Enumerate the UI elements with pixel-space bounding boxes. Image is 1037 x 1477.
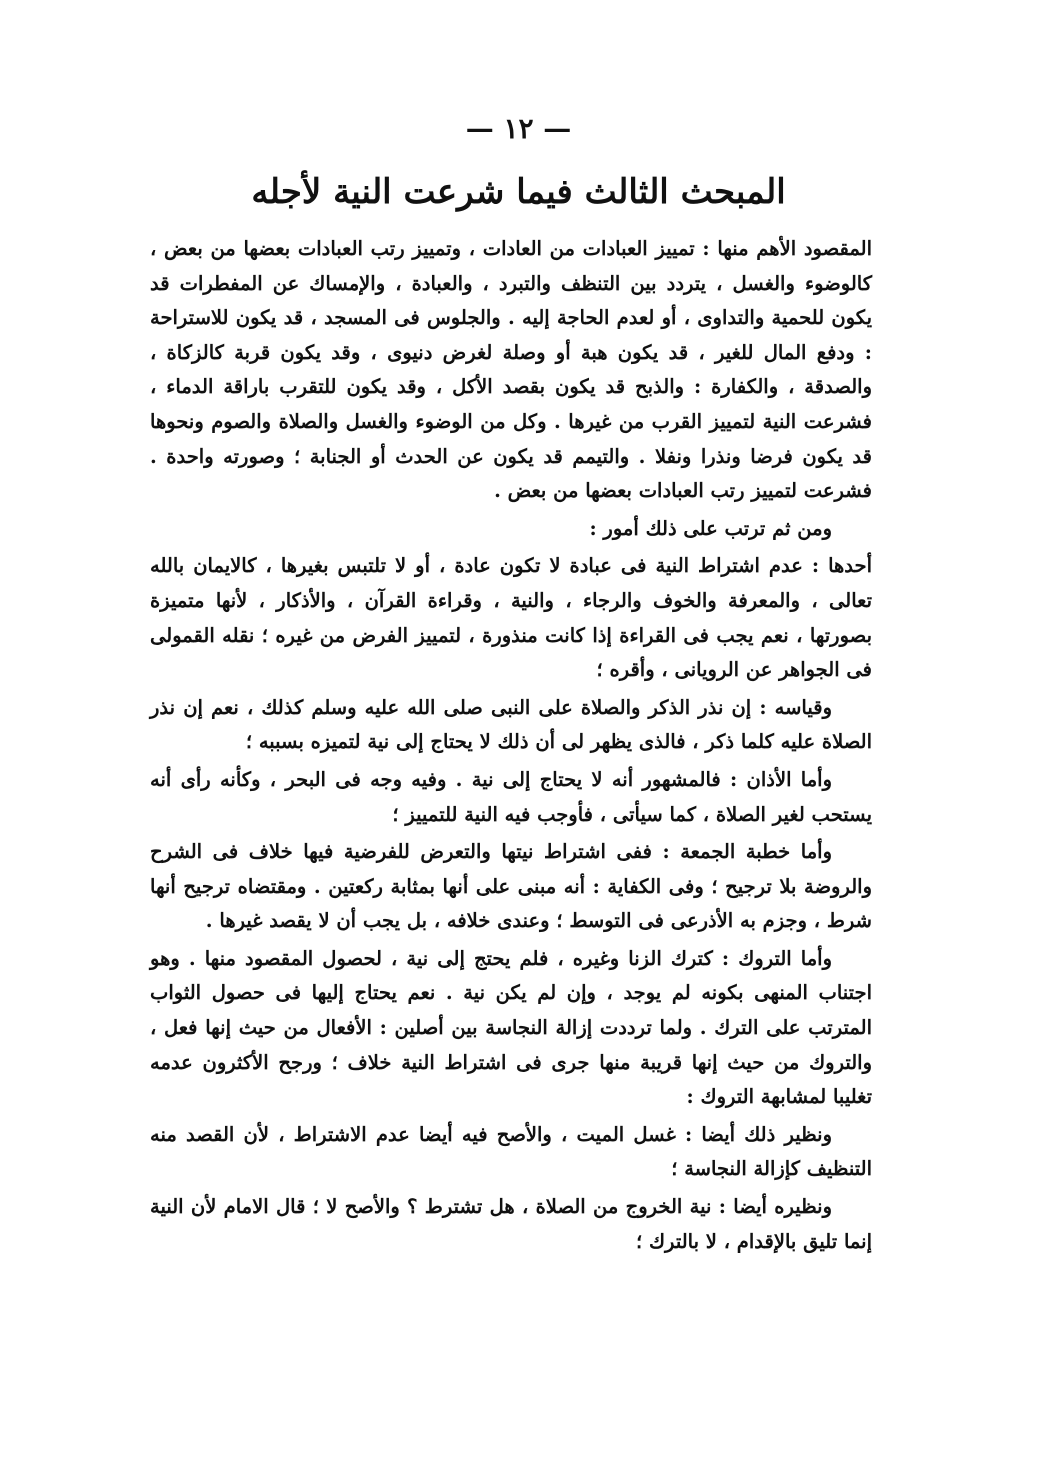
- paragraph-first: أحدها : عدم اشتراط النية فى عبادة لا تكون عادة ، أو لا تلتبس بغيرها ، كالايمان بالله تعالى ، والمعرفة والخوف والرجاء ، والنية ، وقراءة القرآن ، والأذكار ، لأنها متميزة بصورتها ، نعم يجب فى القراءة إذا كانت منذورة ، لتمييز الفرض من غيره ؛ نقله القمولى فى الجواهر عن الرويانى ، وأقره ؛: [150, 554, 873, 682]
- section-title: المبحث الثالث فيما شرعت النية لأجله: [251, 172, 786, 212]
- page-number: — ١٢ —: [465, 112, 572, 145]
- paragraph-omissions: وأما التروك : كترك الزنا وغيره ، فلم يحتج إلى نية ، لحصول المقصود منها . وهو اجتناب المنهى بكونه لم يوجد ، وإن لم يكن نية . نعم يحتاج إليها فى حصول الثواب المترتب على الترك . ولما ترددت إزالة النجاسة بين أصلين : الأفعال من حيث إنها فعل ، والتروك من حيث إنها قريبة منها جرى فى اشتراط النية خلاف ؛ ورجح الأكثرون عدمه تغليبا لمشابهة التروك :: [150, 946, 872, 1109]
- paragraph-friday-sermon: وأما خطبة الجمعة : ففى اشتراط نيتها والتعرض للفرضية فيها خلاف فى الشرح والروضة بلا ترجيح ؛ وفى الكفاية : أنه مبنى على أنها بمثابة ركعتين . ومقتضاه ترجيح أنها شرط ، وجزم به الأذرعى فى التوسط ؛ وعندى خلافه ، بل يجب أن لا يقصد غيرها .: [150, 840, 872, 933]
- paragraph-analogy: وقياسه : إن نذر الذكر والصلاة على النبى صلى الله عليه وسلم كذلك ، نعم إن نذر الصلاة عليه كلما ذكر ، فالذى يظهر لى أن ذلك لا يحتاج إلى نية لتميزه بسببه ؛: [150, 695, 872, 754]
- body-text: [150, 232, 872, 1262]
- paragraph-exiting-prayer: ونظيره أيضا : نية الخروج من الصلاة ، هل تشترط ؟ والأصح لا ؛ قال الامام لأن النية إنما تليق بالإقدام ، لا بالترك ؛: [150, 1195, 872, 1253]
- paragraph-consequences: ومن ثم ترتب على ذلك أمور :: [589, 516, 832, 540]
- paragraph-adhan: وأما الأذان : فالمشهور أنه لا يحتاج إلى نية . وفيه وجه فى البحر ، وكأنه رأى أنه يستحب لغير الصلاة ، كما سيأتى ، فأوجب فيه النية للتمييز ؛: [150, 767, 872, 826]
- paragraph-washing-deceased: ونظير ذلك أيضا : غسل الميت ، والأصح فيه أيضا عدم الاشتراط ، لأن القصد منه التنظيف كإزالة النجاسة ؛: [150, 1122, 872, 1181]
- paragraph-intro: المقصود الأهم منها : تمييز العبادات من العادات ، وتمييز رتب العبادات بعضها من بعض ، كالوضوء والغسل ، يتردد بين التنظف والتبرد ، والعبادة ، والإمساك عن المفطرات قد يكون للحمية والتداوى ، أو لعدم الحاجة إليه . والجلوس فى المسجد ، قد يكون للاستراحة : ودفع المال للغير ، قد يكون هبة أو وصلة لغرض دنيوى ، وقد يكون قربة كالزكاة ، والصدقة ، والكفارة : والذبح قد يكون بقصد الأكل ، وقد يكون للتقرب باراقة الدماء ، فشرعت النية لتمييز القرب من غيرها . وكل من الوضوء والغسل والصلاة والصوم ونحوها قد يكون فرضا ونذرا ونفلا . والتيمم قد يكون عن الحدث أو الجنابة ؛ وصورته واحدة . فشرعت لتمييز رتب العبادات بعضها من بعض .: [150, 237, 872, 503]
